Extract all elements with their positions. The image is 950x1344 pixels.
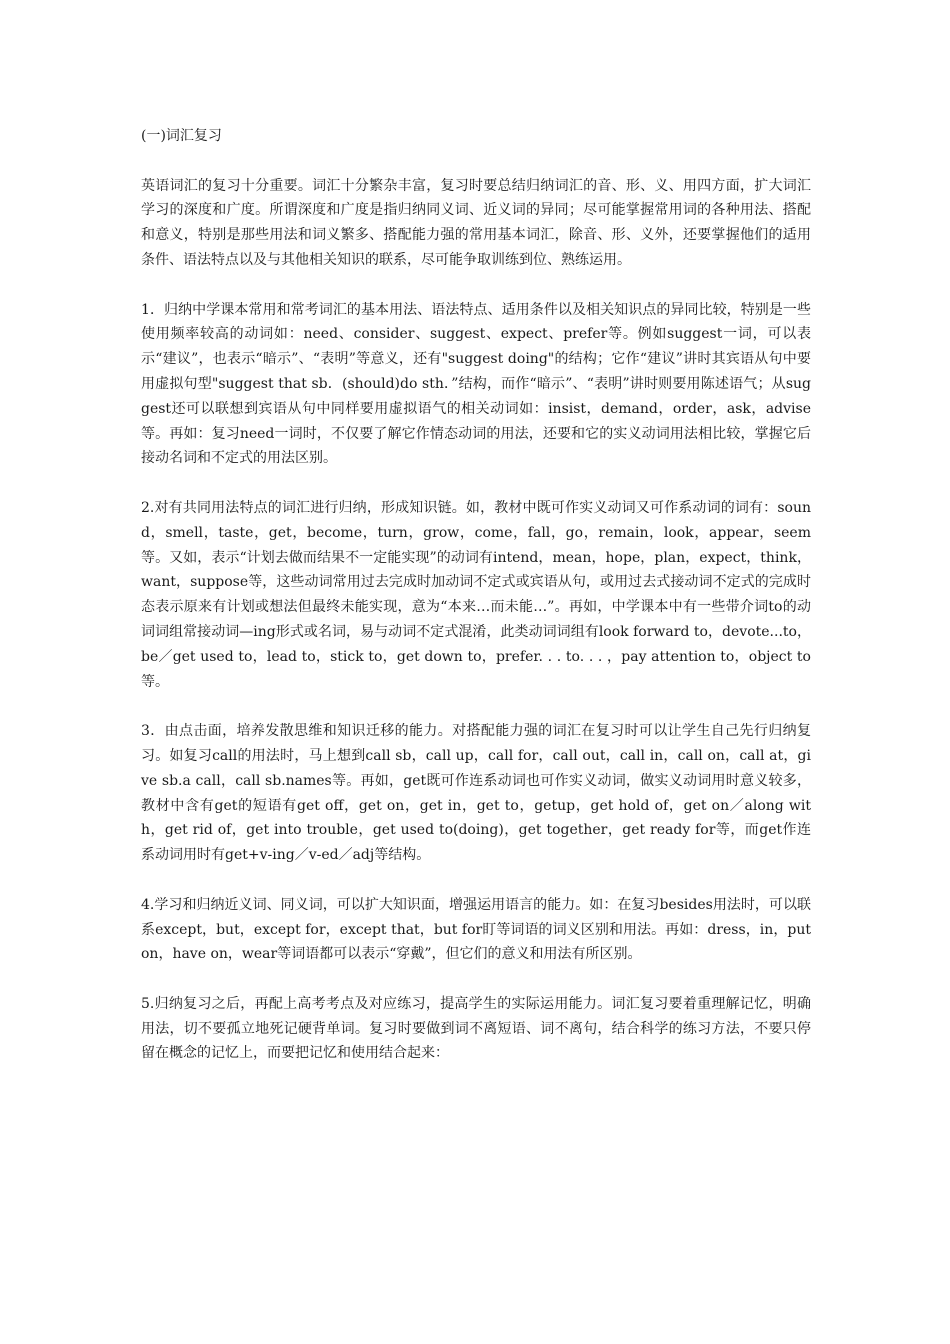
paragraph-intro: 英语词汇的复习十分重要。词汇十分繁杂丰富，复习时要总结归纳词汇的音、形、义、用四方面，扩大词汇学习的深度和广度。所谓深度和广度是指归纳同义词、近义词的异同；尽可能掌握常用词的各种用法、搭配和意义，特别是那些用法和词义繁多、搭配能力强的常用基本词汇，除音、形、义外，还要掌握他们的适用条件、语法特点以及与其他相关知识的联系，尽可能争取训练到位、熟练运用。: [141, 177, 811, 268]
paragraph-point-3: 3．由点击面，培养发散思维和知识迁移的能力。对搭配能力强的词汇在复习时可以让学生自己先行归纳复习。如复习call的用法时，马上想到call sb，call up，call for，call out，call in，call on，call at，give sb.a call，call sb.names等。再如，get既可作连系动词也可作实义动词，做实义动词用时意义较多，教材中含有get的短语有get off，get on，get in，get to，getup，get hold of，get on／along with，get rid of，get into trouble，get used to(doing)，get together，get ready for等，而get作连系动词用时有get+v-ing／v-ed／adj等结构。: [141, 723, 811, 864]
paragraph-point-1: 1．归纳中学课本常用和常考词汇的基本用法、语法特点、适用条件以及相关知识点的异同比较，特别是一些使用频率较高的动词如：need、consider、suggest、expect、prefer等。例如suggest一词，可以表示“建议”，也表示“暗示”、“表明”等意义，还有"suggest doing"的结构；它作“建议”讲时其宾语从句中要用虚拟句型"suggest that sb．(should)do sth．”结构，而作“暗示”、“表明”讲时则要用陈述语气；从suggest还可以联想到宾语从句中同样要用虚拟语气的相关动词如：insist，demand，order，ask，advise等。再如：复习need一词时，不仅要了解它作情态动词的用法，还要和它的实义动词用法相比较，掌握它后接动名词和不定式的用法区别。: [141, 301, 811, 467]
paragraph-point-2: 2.对有共同用法特点的词汇进行归纳，形成知识链。如，教材中既可作实义动词又可作系动词的词有：sound，smell，taste，get，become，turn，grow，come，fall，go，remain，look，appear，seem等。又如，表示“计划去做而结果不一定能实现”的动词有intend，mean，hope，plan，expect，think，want，suppose等，这些动词常用过去完成时加动词不定式或宾语从句，或用过去式接动词不定式的完成时态表示原来有计划或想法但最终未能实现，意为“本来…而未能…”。再如，中学课本中有一些带介词to的动词词组常接动词—ing形式或名词，易与动词不定式混淆，此类动词词组有look forward to，devote...to，be／get used to，lead to，stick to，get down to，prefer. . . to. . . ，pay attention to，object to等。: [141, 499, 811, 690]
paragraph-point-4: 4.学习和归纳近义词、同义词，可以扩大知识面，增强运用语言的能力。如：在复习besides用法时，可以联系except，but，except for，except that，but for盯等词语的词义区别和用法。再如：dress，in，put on，have on，wear等词语都可以表示“穿戴”，但它们的意义和用法有所区别。: [141, 896, 811, 963]
document-page: [141, 124, 811, 1091]
paragraph-point-5: 5.归纳复习之后，再配上高考考点及对应练习，提高学生的实际运用能力。词汇复习要着重理解记忆，明确用法，切不要孤立地死记硬背单词。复习时要做到词不离短语、词不离句，结合科学的练习方法，不要只停留在概念的记忆上，而要把记忆和使用结合起来：: [141, 995, 811, 1062]
section-heading: (一)词汇复习: [141, 128, 222, 144]
